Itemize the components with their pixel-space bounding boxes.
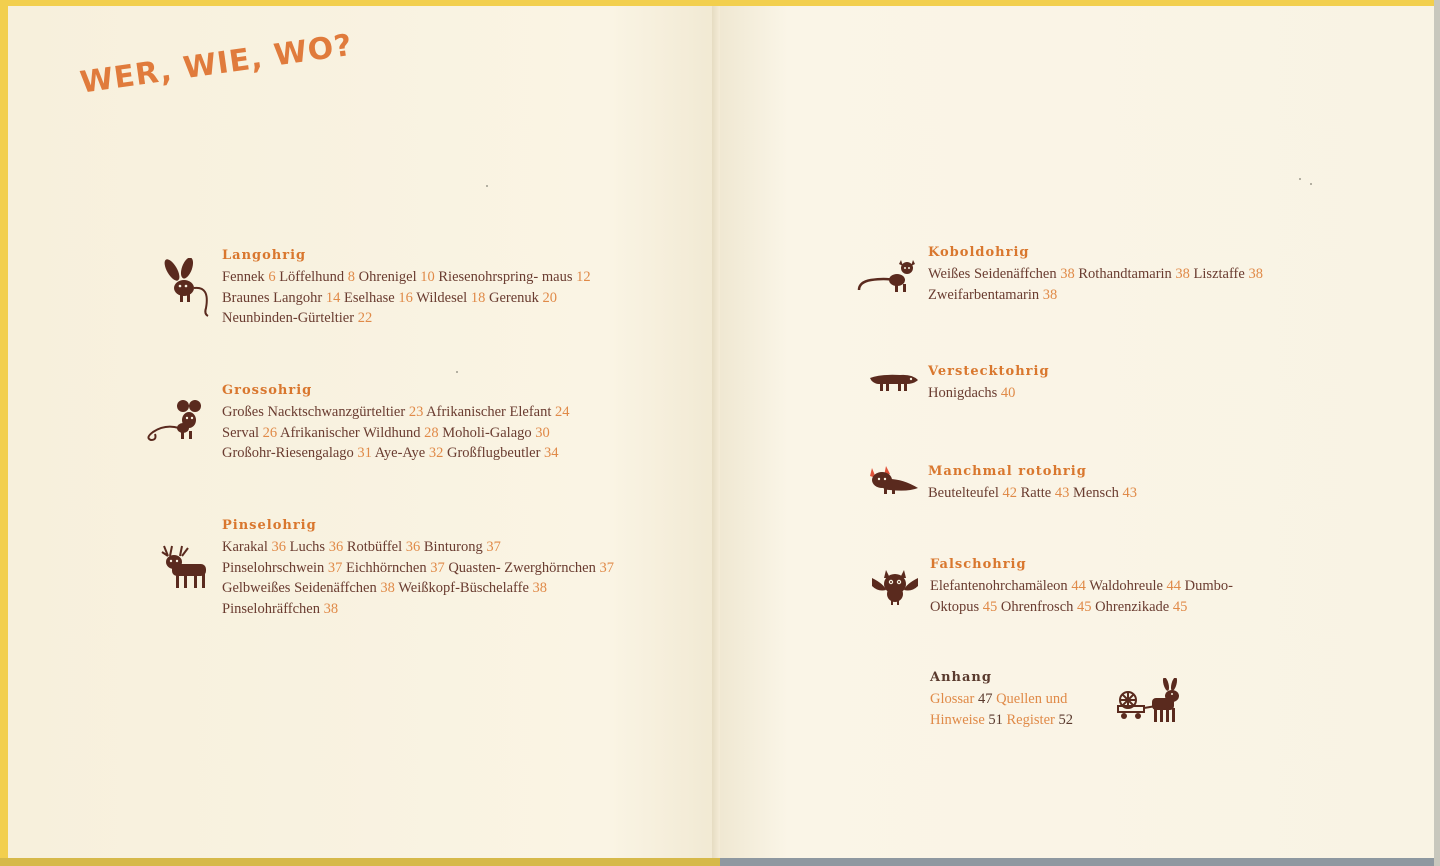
entry-page-number: 38: [380, 580, 395, 596]
entry-name: Pinselohrschwein: [222, 559, 325, 576]
right-edge: [1434, 0, 1440, 866]
entry-name: Neunbinden-Gürteltier: [222, 310, 355, 326]
entry-page-number: 26: [262, 424, 278, 441]
entry-name: Eichhörnchen: [346, 559, 427, 576]
entry-name: Binturong: [423, 539, 483, 555]
toc-entry: [426, 404, 569, 420]
entry-name: Löffelhund: [279, 269, 345, 285]
toc-entry: [280, 425, 439, 441]
section-heading: Manchmal rotohrig: [928, 464, 1087, 479]
entry-page-number: 51: [988, 711, 1003, 728]
entry-name: Quellen und: [996, 691, 1068, 707]
scan-speck: [486, 185, 488, 187]
entry-name: Fennek: [222, 269, 265, 285]
entry-name: Großflugbeutler: [446, 445, 541, 461]
entry-name: Gelbweißes Seidenäffchen: [222, 580, 377, 596]
entry-page-number: 16: [398, 289, 413, 306]
entry-name: Weißes Seidenäffchen: [928, 266, 1057, 282]
toc-entry: [346, 560, 445, 576]
entry-name: Rotbüffel: [346, 539, 403, 555]
entry-name: Afrikanischer Wildhund: [280, 424, 421, 441]
entry-list: [222, 402, 622, 464]
tasmanian-devil-icon: [868, 464, 922, 498]
scan-speck: [1310, 183, 1312, 185]
long-eared-jerboa-icon: [162, 258, 214, 318]
toc-entry: [222, 310, 372, 326]
entry-name: Hinweise: [930, 711, 985, 728]
entry-list: [928, 483, 1328, 504]
toc-entry: [1194, 266, 1263, 282]
entry-name: Großohr-Riesengalago: [222, 445, 354, 461]
entry-page-number: 38: [532, 580, 548, 596]
entry-name: Register: [1006, 711, 1055, 728]
entry-page-number: 28: [424, 424, 439, 441]
entry-name: Eselhase: [344, 289, 395, 306]
toc-entry: [222, 404, 423, 420]
entry-name: Serval: [222, 424, 260, 441]
entry-name: Ohrenzikade: [1095, 598, 1170, 615]
entry-page-number: 40: [1000, 385, 1016, 401]
toc-entry: [928, 287, 1057, 303]
entry-list: [222, 537, 622, 619]
page-title: WER, WIE, WO?: [78, 27, 355, 101]
toc-entry: [344, 290, 413, 306]
entry-page-number: 38: [1042, 286, 1058, 303]
entry-page-number: 24: [555, 404, 570, 420]
entry-page-number: 18: [470, 289, 486, 306]
honey-badger-icon: [870, 370, 920, 394]
entry-name: Ohrenigel: [358, 269, 417, 285]
entry-page-number: 38: [1060, 266, 1075, 282]
toc-entry: [930, 691, 992, 707]
section-pinselohrig: [222, 518, 622, 619]
entry-page-number: 37: [430, 559, 445, 576]
bottom-edge-right: [720, 858, 1440, 866]
section-verstecktohrig: [928, 364, 1328, 404]
toc-entry: [1073, 485, 1137, 501]
entry-name: Rothandtamarin: [1078, 266, 1172, 282]
right-page: [716, 6, 1434, 858]
toc-entry: [290, 539, 344, 555]
entry-page-number: 32: [428, 445, 444, 461]
entry-page-number: 30: [535, 424, 550, 441]
book-gutter: [712, 6, 720, 858]
entry-name: Lisztaffe: [1193, 266, 1245, 282]
toc-entry: [222, 425, 277, 441]
toc-entry: [1095, 599, 1187, 615]
entry-list: [222, 267, 622, 329]
entry-page-number: 42: [1002, 485, 1017, 501]
entry-page-number: 6: [268, 269, 276, 285]
entry-name: Braunes Langohr: [222, 289, 323, 306]
scan-speck: [456, 371, 458, 373]
entry-name: Großes Nacktschwanzgürteltier: [222, 404, 406, 420]
section-falschohrig: [930, 557, 1275, 617]
entry-page-number: 10: [420, 269, 435, 285]
toc-entry: [930, 578, 1086, 594]
entry-page-number: 45: [1077, 598, 1092, 615]
section-anhang: [930, 670, 1100, 730]
toc-entry: [928, 385, 1015, 401]
entry-name: Beutelteufel: [928, 485, 999, 501]
entry-page-number: 38: [1175, 266, 1190, 282]
section-heading: Anhang: [930, 670, 992, 685]
entry-name: Aye-Aye: [374, 445, 426, 461]
entry-name: Oktopus: [930, 598, 980, 615]
entry-name: Wildesel: [416, 289, 468, 306]
section-heading: Pinselohrig: [222, 518, 317, 533]
entry-page-number: 34: [544, 445, 559, 461]
toc-entry: [489, 290, 557, 306]
entry-page-number: 37: [327, 559, 343, 576]
toc-entry: [416, 290, 485, 306]
entry-name: Riesenohrspring-: [438, 269, 539, 285]
toc-entry: [222, 560, 342, 576]
entry-page-number: 20: [542, 289, 558, 306]
toc-entry: [448, 560, 500, 576]
entry-name: Dumbo-: [1184, 578, 1233, 594]
entry-name: Ratte: [1020, 485, 1052, 501]
toc-entry: [1089, 578, 1181, 594]
toc-entry: [375, 445, 444, 461]
big-eared-mouse-icon: [143, 398, 207, 444]
section-grossohrig: [222, 383, 622, 464]
entry-list: [928, 264, 1328, 305]
entry-name: Pinselohräffchen: [222, 600, 320, 617]
toc-entry: [542, 269, 591, 285]
toc-entry: [279, 269, 355, 285]
entry-name: Luchs: [289, 539, 326, 555]
toc-entry: [1007, 712, 1073, 728]
toc-entry: [398, 580, 547, 596]
entry-name: Karakal: [222, 539, 268, 555]
entry-name: Elefantenohrchamäleon: [930, 578, 1068, 594]
entry-page-number: 47: [977, 691, 993, 707]
entry-page-number: 37: [599, 559, 614, 576]
entry-page-number: 31: [357, 445, 372, 461]
scan-speck: [1299, 178, 1301, 180]
toc-entry: [347, 539, 420, 555]
toc-entry: [930, 712, 1003, 728]
toc-entry: [438, 269, 538, 285]
section-heading: Grossohrig: [222, 383, 313, 398]
toc-entry: [1021, 485, 1070, 501]
section-heading: Verstecktohrig: [928, 364, 1050, 379]
entry-page-number: 36: [405, 539, 421, 555]
toc-entry: [424, 539, 501, 555]
toc-entry: [928, 266, 1075, 282]
section-heading: Falschohrig: [930, 557, 1027, 572]
entry-page-number: 43: [1122, 485, 1138, 501]
entry-name: Zwerghörnchen: [504, 559, 596, 576]
toc-entry: [930, 599, 997, 615]
toc-entry: [442, 425, 550, 441]
section-manchmal-rotohrig: [928, 464, 1328, 504]
entry-page-number: 38: [1248, 266, 1263, 282]
entry-page-number: 45: [982, 598, 998, 615]
toc-entry: [928, 485, 1017, 501]
entry-list: [928, 383, 1328, 404]
entry-page-number: 23: [408, 404, 424, 420]
section-heading: Langohrig: [222, 248, 307, 263]
section-koboldohrig: [928, 245, 1328, 305]
entry-name: maus: [541, 269, 573, 285]
entry-page-number: 43: [1054, 485, 1070, 501]
donkey-cart-icon: [1116, 678, 1186, 726]
antlered-animal-icon: [158, 544, 214, 594]
entry-page-number: 44: [1071, 578, 1086, 594]
entry-page-number: 45: [1172, 598, 1188, 615]
entry-page-number: 14: [325, 289, 341, 306]
toc-entry: [359, 269, 435, 285]
toc-entry: [447, 445, 559, 461]
toc-entry: [222, 580, 395, 596]
entry-name: Gerenuk: [488, 289, 539, 306]
toc-entry: [504, 560, 614, 576]
entry-page-number: 12: [576, 269, 591, 285]
entry-name: Waldohreule: [1089, 578, 1163, 594]
entry-name: Quasten-: [448, 559, 501, 576]
toc-entry: [1185, 578, 1233, 594]
toc-entry: [222, 269, 276, 285]
toc-entry: [996, 691, 1067, 707]
toc-entry: [222, 445, 372, 461]
entry-name: Glossar: [930, 691, 975, 707]
toc-entry: [222, 601, 338, 617]
entry-page-number: 44: [1166, 578, 1182, 594]
entry-name: Moholi-Galago: [442, 424, 532, 441]
entry-name: Mensch: [1072, 485, 1119, 501]
entry-page-number: 52: [1058, 711, 1073, 728]
entry-name: Ohrenfrosch: [1000, 598, 1074, 615]
entry-name: Weißkopf-Büschelaffe: [398, 580, 529, 596]
entry-page-number: 38: [323, 600, 339, 617]
entry-name: Zweifarbentamarin: [928, 286, 1040, 303]
owl-icon: [870, 566, 920, 606]
marmoset-icon: [857, 258, 921, 294]
entry-page-number: 36: [328, 539, 344, 555]
entry-page-number: 37: [486, 539, 501, 555]
toc-entry: [222, 539, 286, 555]
section-langohrig: [222, 248, 622, 329]
toc-entry: [222, 290, 340, 306]
entry-list: [930, 576, 1275, 617]
entry-page-number: 8: [347, 269, 356, 285]
entry-name: Afrikanischer Elefant: [426, 404, 552, 420]
entry-list: [930, 689, 1100, 730]
toc-entry: [1078, 266, 1190, 282]
entry-page-number: 36: [271, 539, 287, 555]
entry-name: Honigdachs: [928, 385, 998, 401]
toc-entry: [1001, 599, 1092, 615]
entry-page-number: 22: [357, 310, 373, 326]
section-heading: Koboldohrig: [928, 245, 1030, 260]
